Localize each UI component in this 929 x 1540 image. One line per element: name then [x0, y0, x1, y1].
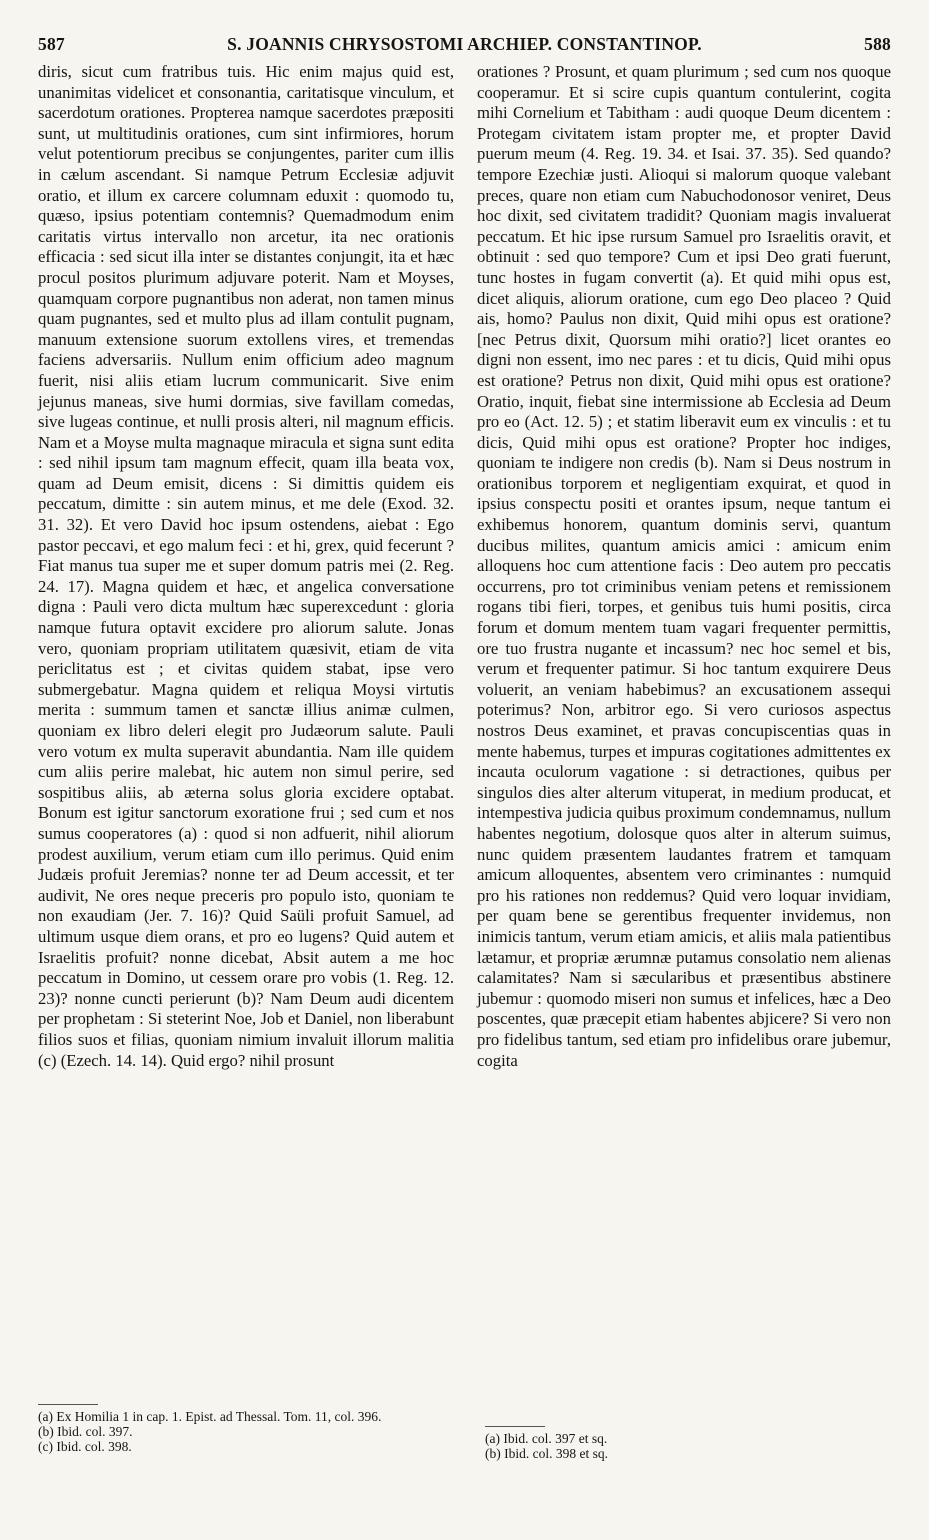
footnotes-left — [38, 1409, 454, 1454]
footnote-rule-right — [485, 1426, 545, 1427]
footnote: (c) Ibid. col. 398. — [38, 1439, 132, 1454]
footnote: (b) Ibid. col. 397. — [38, 1424, 133, 1439]
running-title: S. JOANNIS CHRYSOSTOMI ARCHIEP. CONSTANTINOP. — [227, 34, 702, 54]
left-column-text: diris, sicut cum fratribus tuis. Hic enim majus quid est, unanimitas videlicet et consonantia, caritatisque vinculum, et sacerdotum orationes. Propterea namque sacerdotes præpositi sunt, ut multitudinis orationes, cum sint infirmiores, horum velut potentiorum precibus se conjungentes, pariter cum illis in cælum ascendant. Si namque Petrum Ecclesiæ adjuvit oratio, et illum ex carcere columnam eduxit : quomodo tu, quæso, ipsius potentiam contemnis? Quemadmodum enim caritatis virtus intervallo non arcetur, ita nec orationis efficacia : sed sicut illa inter se distantes conjungit, ita et hæc procul positos plurimum adjuvare poterit. Nam et Moyses, quamquam corpore pugnantibus non aderat, non tamen minus quam pugnantes, sed et multo plus ad illam contulit pugnam, manuum extensione suorum extollens vires, et tremendas faciens adversariis. Nullum enim officium adeo magnum fuerit, nisi aliis etiam lucrum communicarit. Sive enim jejunus maneas, sive humi dormias, sive favillam comedas, sive lugeas continue, et nulli prosis alteri, nil magnum efficis. Nam et a Moyse multa magnaque miracula et signa sunt edita : sed nihil ipsum tam magnum effecit, quam illa beata vox, quam ad Deum emisit, dicens : Si dimittis quidem eis peccatum, dimitte : sin autem minus, et me dele (Exod. 32. 31. 32). Et vero David hoc ipsum ostendens, aiebat : Ego pastor peccavi, et ego malum feci : et hi, grex, quid fecerunt ? Fiat manus tua super me et super domum patris mei (2. Reg. 24. 17). Magna quidem et hæc, et angelica conversatione digna : Pauli vero dicta multum hæc superexcedunt : gloria namque futura optavit excidere pro aliorum salute. Jonas vero, quoniam propriam utilitatem quæsivit, etiam de vita periclitatus est ; et civitas quidem stabat, ipse vero submergebatur. Magna quidem et reliqua Moysi virtutis merita : summum tamen et sanctæ illius animæ culmen, quoniam ex libro deleri elegit pro Judæorum salute. Pauli vero votum ex multa superavit abundantia. Nam ille quidem cum aliis perire malebat, hic autem non simul perire, sed sospitibus aliis, ab æterna solus gloria excidere optabat. Bonum est igitur sanctorum exoratione frui ; sed cum et nos sumus cooperatores (a) : quod si non adfuerit, nihil aliorum prodest auxilium, verum etiam cum illo perimus. Quid enim Judæis profuit Jeremias? nonne ter ad Deum accessit, et ter audivit, Ne ores neque preceris pro populo isto, quoniam te non exaudiam (Jer. 7. 16)? Quid Saüli profuit Samuel, ad ultimum usque diem orans, et pro eo lugens? Quid autem et Israelitis profuit? nonne dicebat, Absit autem a me hoc peccatum in Domino, ut cessem orare pro vobis (1. Reg. 12. 23)? nonne cuncti perierunt (b)? Nam Deum audi dicentem per prophetam : Si steterint Noe, Job et Daniel, non liberabunt filios suos et filias, quoniam nimium invaluit illorum malitia (c) (Ezech. 14. 14). Quid ergo? nihil prosunt — [38, 62, 454, 1070]
footnote-rule-left — [38, 1404, 98, 1405]
right-column-text: orationes ? Prosunt, et quam plurimum ; sed cum nos quoque cooperamur. Et si scire cupis quantum contulerint, cogita mihi Cornelium et Tabitham : audi quoque Deum dicentem : Protegam civitatem istam propter me, et propter David puerum meum (4. Reg. 19. 34. et Isai. 37. 35). Sed quando? tempore Ezechiæ justi. Alioqui si malorum quoque valebant preces, quare non etiam cum Nabuchodonosor veniret, Deus hoc dixit, sed civitatem tradidit? Quoniam magis invaluerat peccatum. Et hic ipse rursum Samuel pro Israelitis oravit, et obtinuit : sed quo tempore? Cum et ipsi Deo grati fuerunt, tunc hostes in fugam convertit (a). Et quid mihi opus est, dicet aliquis, aliorum oratione, cum ego Deo placeo ? Quid ais, homo? Paulus non dixit, Quid mihi opus est oratione? [nec Petrus dixit, Quorsum mihi oratio?] licet orantes eo digni non essent, imo nec pares : et tu dicis, Quid mihi opus est oratione? Petrus non dixit, Quid mihi opus est oratione? Oratio, inquit, fiebat sine intermissione ab Ecclesia ad Deum pro eo (Act. 12. 5) ; et statim liberavit eum ex vinculis : et tu dicis, Quid mihi opus est oratione? Propter hoc indiges, quoniam te indigere non credis (b). Nam si Deus nostrum in orationibus torporem et negligentiam exquirat, et quod in ipsius conspectu positi et orantes ipsum, neque tantum ei exhibemus honorem, quantum dominis servi, quantum ducibus milites, quantum amicis amici : amicum enim alloquens hoc cum attentione facis : Deo autem pro peccatis occurrens, pro tot criminibus veniam petens et remissionem rogans tibi fieri, torpes, et genibus tuis humi positis, circa forum et domum mentem tuam vagari frequenter permittis, ore tuo frustra nugante et incassum? nec hoc semel et bis, verum et frequenter patimur. Si hoc tantum exquirere Deus voluerit, an veniam habebimus? an excusationem assequi poterimus? Non, arbitror ego. Si vero curiosos aspectus nostros Deus examinet, et pravas concupiscentias quas in mente habemus, turpes et impuras cogitationes admittentes ex incauta oculorum vagatione : si detractiones, quibus per singulos dies alter alterum vituperat, in medium producat, et intempestiva judicia quibus proximum condemnamus, nullum habentes negotium, dolosque quos alter in alterum suimus, nunc quidem præsentem laudantes fratrem et tamquam amicum alloquentes, absentem vero criminantes : numquid pro his rationes non reddemus? Quid vero loquar invidiam, per quam bene se gerentibus frequenter invidemus, non inimicis tantum, verum etiam amicis, et aliis mala patientibus lætamur, et propriæ ærumnæ putamus consolatio nem alienas calamitates? Nam si sæcularibus et præsentibus abstinere jubemur : quomodo miseri non sumus et infelices, hæc a Deo poscentes, quæ præcepit etiam habentes abjicere? Si vero non pro fidelibus tantum, sed etiam pro infidelibus orare jubemur, cogita — [477, 62, 891, 1070]
footnote: (a) Ex Homilia 1 in cap. 1. Epist. ad Thessal. Tom. 11, col. 396. — [38, 1409, 382, 1424]
running-header — [38, 34, 891, 60]
footnotes-right — [485, 1431, 885, 1461]
page-number-right: 588 — [864, 34, 891, 54]
footnote: (a) Ibid. col. 397 et sq. — [485, 1431, 608, 1446]
page-number-left: 587 — [38, 34, 65, 54]
left-column — [38, 62, 454, 1071]
footnote: (b) Ibid. col. 398 et sq. — [485, 1446, 608, 1461]
right-column — [477, 62, 891, 1071]
